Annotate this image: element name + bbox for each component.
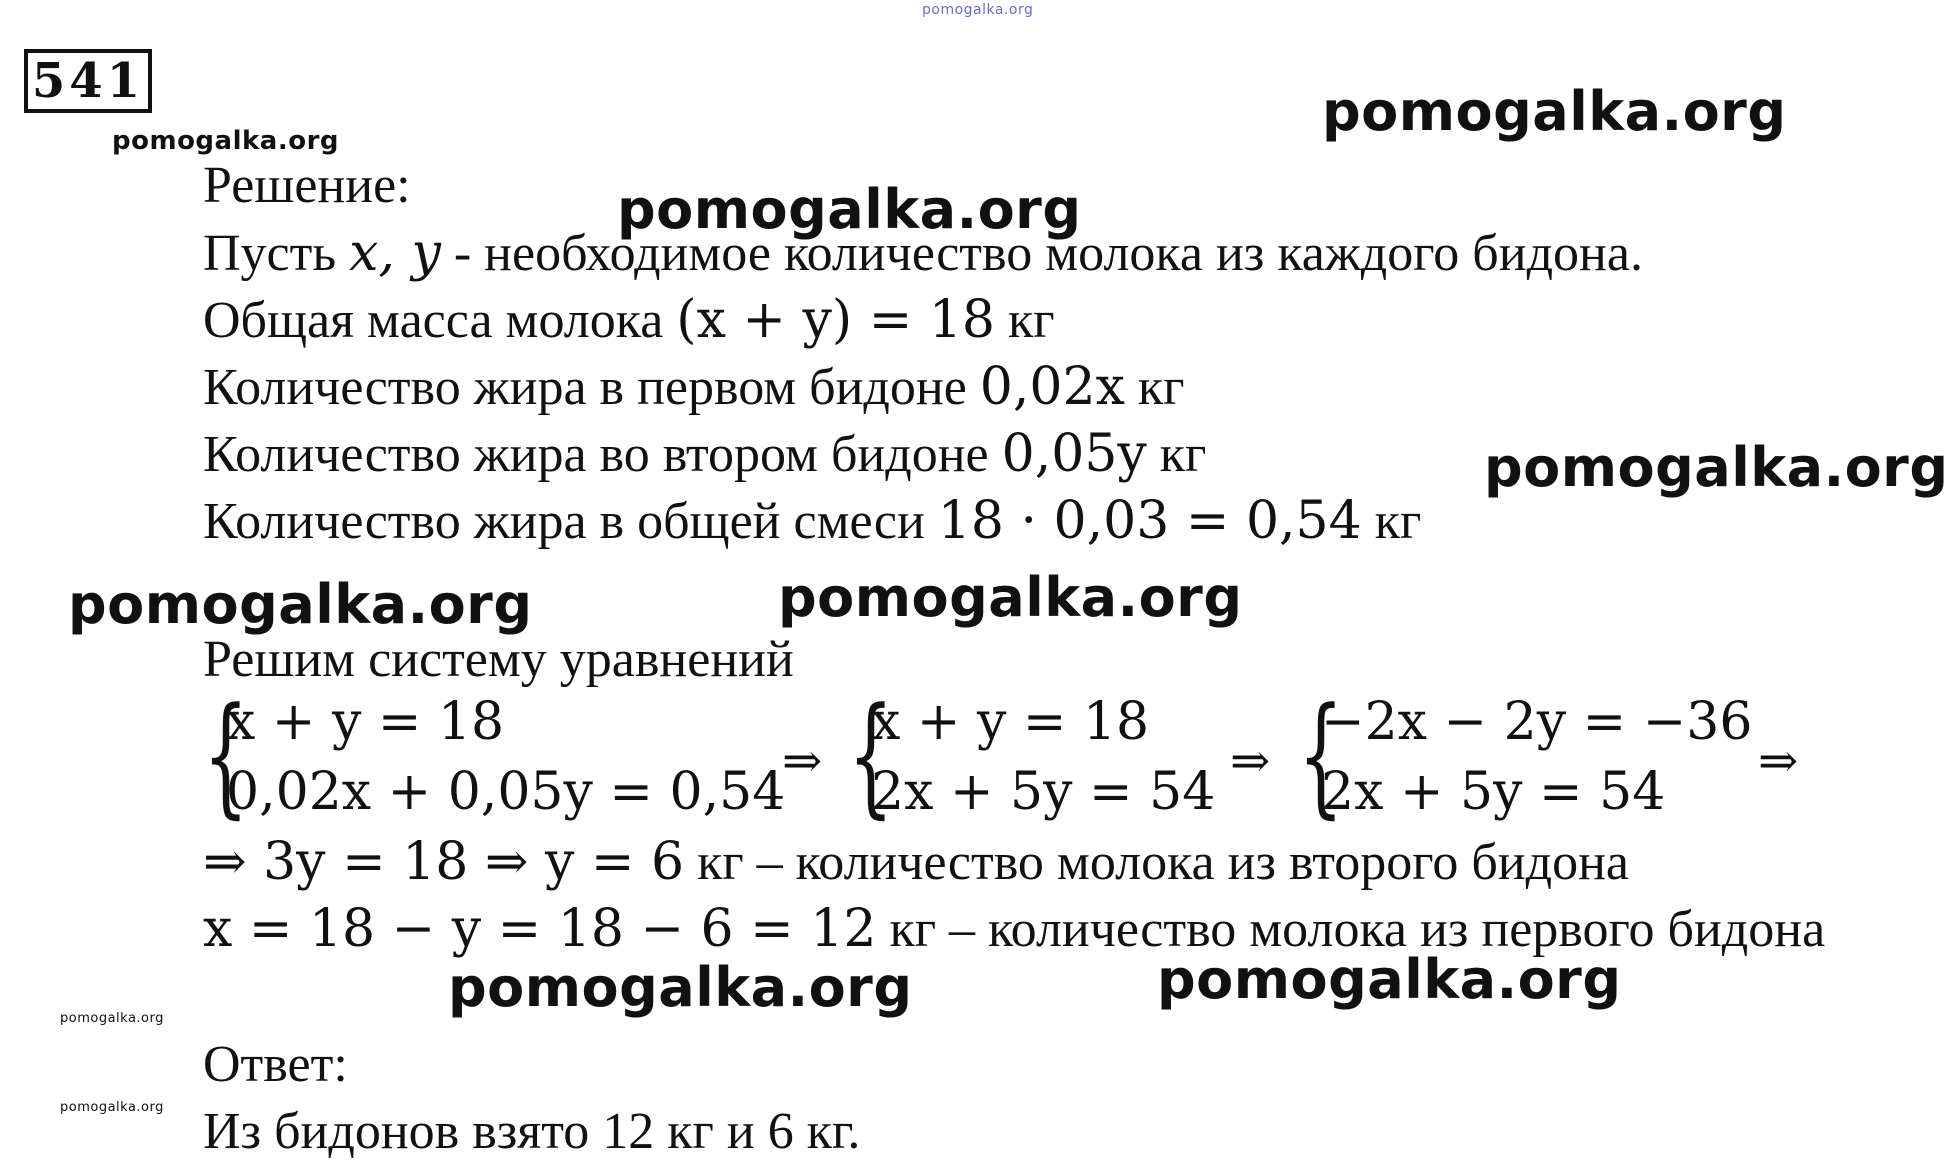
let-prefix: Пусть [203, 225, 350, 282]
implies-arrow: ⇒ [782, 733, 823, 789]
let-vars: x, y [349, 223, 441, 283]
watermark: pomogalka.org [60, 1011, 164, 1026]
implies-arrow: ⇒ [1758, 733, 1799, 789]
fat-second-unit: кг [1146, 426, 1207, 483]
total-mass-text: Общая масса молока [203, 292, 677, 349]
fat-second-math: 0,05y [1001, 424, 1147, 484]
result-x-math: x = 18 − y = 18 − 6 = 12 [203, 899, 877, 959]
answer-text: Из бидонов взято 12 кг и 6 кг. [203, 1103, 861, 1160]
brace-icon: { [203, 679, 249, 831]
fat-second-text: Количество жира во втором бидоне [203, 426, 1002, 483]
let-statement [203, 223, 1643, 284]
watermark: pomogalka.org [778, 566, 1243, 629]
watermark: pomogalka.org [1484, 436, 1949, 499]
implies-arrow: ⇒ [1230, 733, 1271, 789]
watermark: pomogalka.org [448, 956, 913, 1019]
result-y-text: кг – количество молока из второго бидона [684, 834, 1629, 891]
fat-mix-unit: кг [1361, 493, 1422, 550]
watermark: pomogalka.org [112, 126, 340, 156]
system3-eq2: 2x + 5y = 54 [1321, 762, 1666, 822]
brace-icon: { [848, 679, 894, 831]
total-mass-unit: кг [994, 292, 1055, 349]
fat-first-text: Количество жира в первом бидоне [203, 359, 980, 416]
fat-mix-line [203, 491, 1421, 552]
system1-eq2: 0,02x + 0,05y = 0,54 [226, 762, 786, 822]
fat-second-line [203, 424, 1206, 485]
answer-heading: Ответ: [203, 1036, 348, 1093]
watermark: pomogalka.org [68, 573, 533, 636]
watermark-top: pomogalka.org [922, 2, 1034, 18]
result-x-line [203, 899, 1825, 960]
fat-mix-text: Количество жира в общей смеси [203, 493, 938, 550]
watermark: pomogalka.org [60, 1100, 164, 1115]
total-mass-line [203, 290, 1055, 351]
fat-first-line [203, 357, 1184, 418]
fat-first-unit: кг [1124, 359, 1185, 416]
result-x-text: кг – количество молока из первого бидона [876, 901, 1826, 958]
solution-heading: Решение: [203, 157, 411, 214]
let-suffix: - необходимое количество молока из каждого бидона. [440, 225, 1643, 282]
watermark: pomogalka.org [1157, 948, 1622, 1011]
system3-eq1: −2x − 2y = −36 [1321, 692, 1753, 752]
problem-number: 541 [24, 49, 152, 113]
system1-eq1: x + y = 18 [226, 692, 505, 752]
watermark: pomogalka.org [617, 178, 1082, 241]
system-heading: Решим систему уравнений [203, 631, 794, 688]
result-y-math: ⇒ 3y = 18 ⇒ y = 6 [203, 832, 685, 892]
brace-icon: { [1298, 679, 1344, 831]
system2-eq1: x + y = 18 [871, 692, 1150, 752]
watermark: pomogalka.org [1322, 80, 1787, 143]
total-mass-math: (x + y) = 18 [676, 290, 995, 350]
system2-eq2: 2x + 5y = 54 [871, 762, 1216, 822]
fat-mix-math: 18 · 0,03 = 0,54 [937, 491, 1362, 551]
fat-first-math: 0,02x [979, 357, 1125, 417]
result-y-line [203, 832, 1629, 893]
